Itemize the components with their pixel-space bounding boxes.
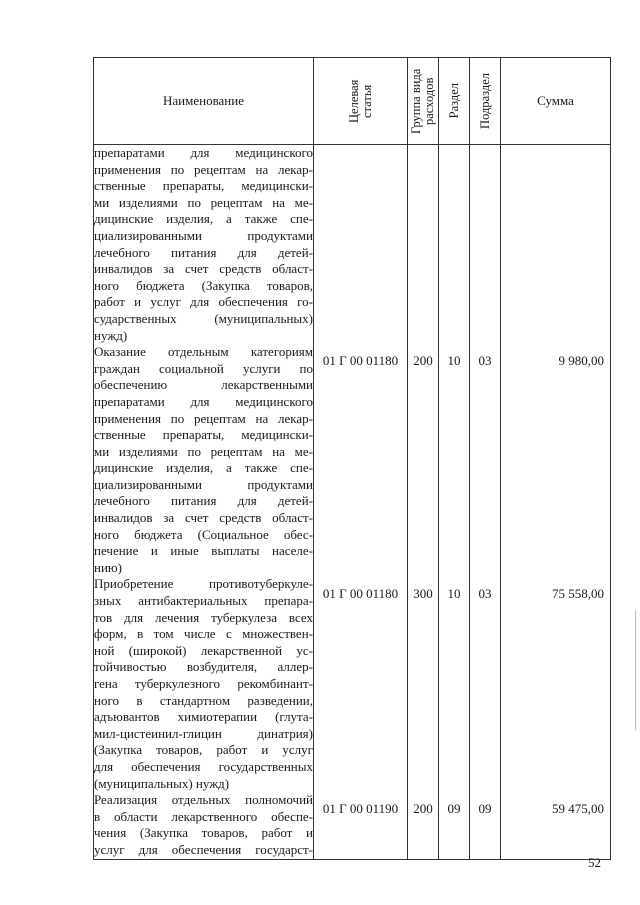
description-line: ственные препараты, медицински- [94, 178, 313, 194]
description-line: ми изделиями по рецептам на ме- [94, 194, 313, 210]
header-expense-group: Группа вида расходов [408, 58, 439, 145]
table-header-row [94, 58, 611, 145]
description-line: ного бюджета (Социальное обес- [94, 526, 313, 542]
header-sum: Сумма [501, 58, 611, 145]
description-line: Оказание отдельным категориям [94, 344, 313, 360]
description-line: мил-цистеинил-глицин динатрия) [94, 725, 313, 741]
sum-value: 59 475,00 [552, 801, 604, 817]
description-line: циализированными продуктами [94, 227, 313, 243]
description-line: чения (Закупка товаров, работ и [94, 825, 313, 841]
target-article-value: 01 Г 00 01180 [322, 585, 399, 601]
description-line: ственные препараты, медицински- [94, 427, 313, 443]
subsection-value: 03 [478, 353, 492, 369]
description-line: ми изделиями по рецептам на ме- [94, 443, 313, 459]
target-article-value: 01 Г 00 01190 [322, 801, 399, 817]
description-line: инвалидов за счет средств област- [94, 261, 313, 277]
description-line: лечебного питания для детей- [94, 493, 313, 509]
description-line: ного бюджета (Закупка товаров, [94, 277, 313, 293]
row-description [94, 792, 313, 858]
subsection-value: 03 [478, 585, 492, 601]
description-line: (муниципальных) нужд) [94, 775, 230, 791]
sum-value: 9 980,00 [558, 353, 604, 369]
description-line: ного в стандартном разведении, [94, 692, 313, 708]
description-line: услуг для обеспечения государст- [94, 841, 313, 857]
table-body-row [94, 145, 611, 860]
sum-value: 75 558,00 [552, 585, 604, 601]
section-column [439, 145, 470, 860]
page-number: 52 [588, 855, 601, 870]
description-line: инвалидов за счет средств област- [94, 510, 313, 526]
description-line: для обеспечения государственных [94, 758, 313, 774]
description-line: гена туберкулезного рекомбинант- [94, 676, 313, 691]
description-line: печение и иные выплаты населе- [94, 543, 313, 559]
subsection-column [470, 145, 501, 860]
section-value: 09 [447, 801, 461, 817]
description-line: граждан социальной услуги по [94, 360, 313, 376]
description-line: форм, в том числе с множествен- [94, 626, 313, 642]
description-line: адъювантов химиотерапии (глута- [94, 709, 313, 725]
description-line: препаратами для медицинского [94, 393, 313, 409]
expense-group-value: 300 [413, 585, 433, 601]
scan-edge-mark [635, 610, 636, 730]
sum-column [501, 145, 611, 860]
description-line: сударственных (муниципальных) [94, 310, 313, 326]
description-line: лечебного питания для детей- [94, 244, 313, 260]
budget-table [93, 57, 611, 860]
expense-group-value: 200 [413, 801, 433, 817]
target-article-value: 01 Г 00 01180 [322, 353, 399, 369]
description-line: (Закупка товаров, работ и услуг [94, 742, 313, 758]
description-line: дицинские изделия, а также спе- [94, 460, 313, 476]
row-description [94, 145, 313, 344]
row-description [94, 344, 313, 576]
description-line: Реализация отдельных полномочий [94, 792, 313, 808]
description-line: тов для лечения туберкулеза всех [94, 609, 313, 625]
name-cell [94, 145, 314, 860]
description-line: обеспечению лекарственными [94, 377, 313, 393]
description-line: Приобретение противотуберкуле- [94, 576, 313, 592]
description-line: ной (широкой) лекарственной ус- [94, 642, 313, 658]
description-line: тойчивостью возбудителя, аллер- [94, 659, 313, 675]
header-section: Раздел [439, 58, 470, 145]
section-value: 10 [447, 353, 461, 369]
row-description [94, 576, 313, 792]
description-line: препаратами для медицинского [94, 145, 313, 160]
target-article-column [314, 145, 408, 860]
header-subsection: Подраздел [470, 58, 501, 145]
description-line: зных антибактериальных препара- [94, 593, 313, 609]
description-line: нужд) [94, 327, 128, 343]
header-name: Наименование [94, 58, 314, 145]
description-line: дицинские изделия, а также спе- [94, 211, 313, 227]
description-line: работ и услуг для обеспечения го- [94, 294, 313, 310]
description-line: нию) [94, 559, 122, 575]
expense-group-value: 200 [413, 353, 433, 369]
description-line: циализированными продуктами [94, 476, 313, 492]
description-line: применения по рецептам на лекар- [94, 161, 313, 177]
subsection-value: 09 [478, 801, 492, 817]
section-value: 10 [447, 585, 461, 601]
description-line: применения по рецептам на лекар- [94, 410, 313, 426]
expense-group-column [408, 145, 439, 860]
header-target-article: Целевая статья [314, 58, 408, 145]
description-line: в области лекарственного обеспе- [94, 808, 313, 824]
